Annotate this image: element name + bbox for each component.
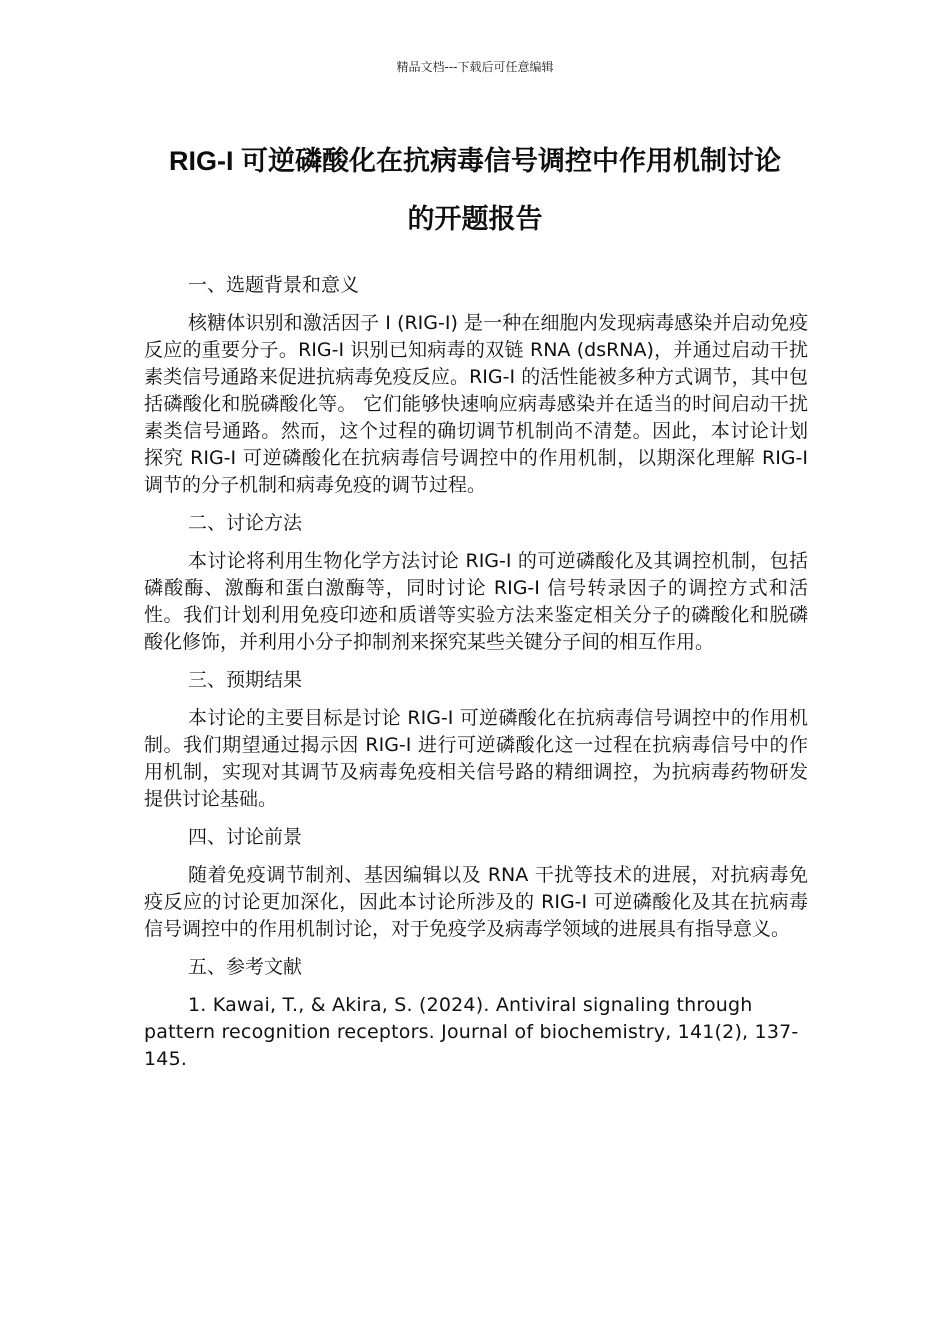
section-heading-references: 五、参考文献 [188,956,303,978]
reference-item: 1. Kawai, T., & Akira, S. (2024). Antiviral signaling through pattern recognition receptors. Journal of biochemistry, 141(2), 137-145. [144,994,799,1070]
page-title-line-1: RIG-I 可逆磷酸化在抗病毒信号调控中作用机制讨论 [169,146,781,176]
section-heading-expected: 三、预期结果 [188,669,303,691]
section-body-expected: 本讨论的主要目标是讨论 RIG-I 可逆磷酸化在抗病毒信号调控中的作用机制。我们期望通过揭示因 RIG-I 进行可逆磷酸化这一过程在抗病毒信号中的作用机制，实现对其调节及病毒免疫相关信号路的精细调控，为抗病毒药物研发提供讨论基础。 [144,707,808,810]
document-body [144,272,808,1073]
section-heading-methods: 二、讨论方法 [188,512,303,534]
section-body-prospects: 随着免疫调节制剂、基因编辑以及 RNA 干扰等技术的进展，对抗病毒免疫反应的讨论更加深化，因此本讨论所涉及的 RIG-I 可逆磷酸化及其在抗病毒信号调控中的作用机制讨论，对于免疫学及病毒学领域的进展具有指导意义。 [144,864,808,940]
section-heading-background: 一、选题背景和意义 [188,274,360,296]
section-body-background: 核糖体识别和激活因子 I (RIG-I) 是一种在细胞内发现病毒感染并启动免疫反应的重要分子。RIG-I 识别已知病毒的双链 RNA (dsRNA)，并通过启动干扰素类信号通路来促进抗病毒免疫反应。RIG-I 的活性能被多种方式调节，其中包括磷酸化和脱磷酸化等。 它们能够快速响应病毒感染并在适当的时间启动干扰素类信号通路。然而，这个过程的确切调节机制尚不清楚。因此，本讨论计划探究 RIG-I 可逆磷酸化在抗病毒信号调控中的作用机制，以期深化理解 RIG-I 调节的分子机制和病毒免疫的调节过程。 [144,312,808,496]
section-body-methods: 本讨论将利用生物化学方法讨论 RIG-I 的可逆磷酸化及其调控机制，包括磷酸酶、激酶和蛋白激酶等，同时讨论 RIG-I 信号转录因子的调控方式和活性。我们计划利用免疫印迹和质谱等实验方法来鉴定相关分子的磷酸化和脱磷酸化修饰，并利用小分子抑制剂来探究某些关键分子间的相互作用。 [144,550,808,653]
header-note: 精品文档---下载后可任意编辑 [396,60,554,74]
section-heading-prospects: 四、讨论前景 [188,826,303,848]
page-title-line-2: 的开题报告 [407,204,543,234]
